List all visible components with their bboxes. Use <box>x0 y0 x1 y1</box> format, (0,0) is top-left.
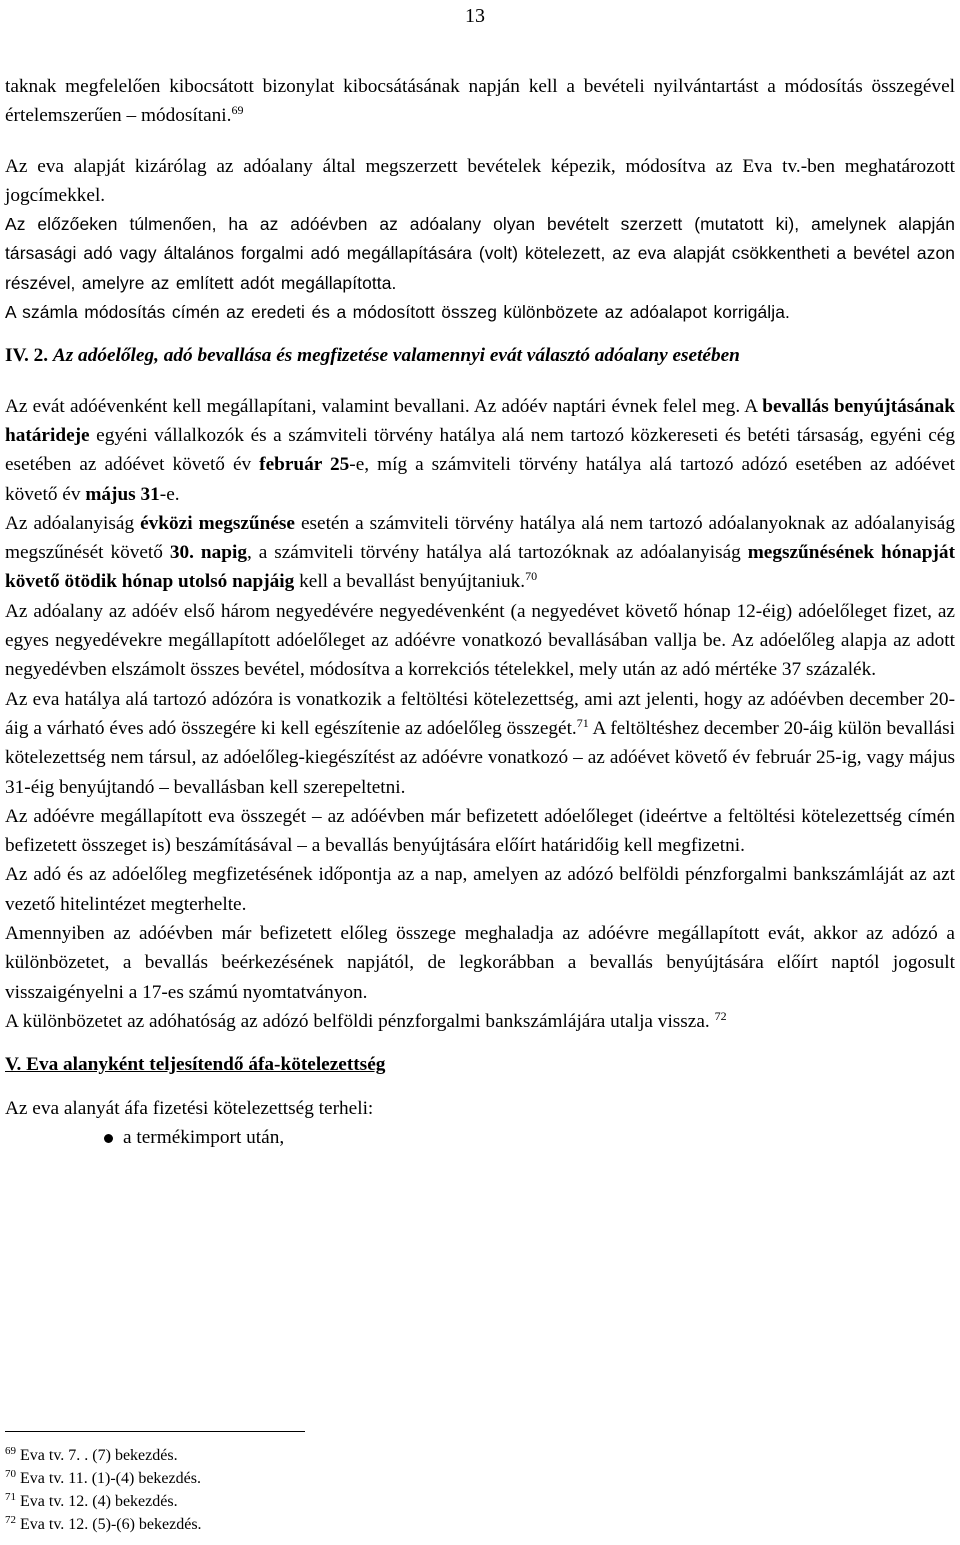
paragraph-termination: Az adóalanyiság évközi megszűnése esetén a számviteli törvény hatálya alá nem tartozó adóalanyoknak az adóalanyiság megszűnését követő 30. napig, a számviteli törvény hatálya alá tartozóknak az adóalanyiság megszűnésének hónapját követő ötödik hónap utolsó napjáig kell a bevallást benyújtaniuk.$^{70}$ <box>5 512 956 593</box>
paragraph-settle: Az adóévre megállapított eva összegét – az adóévben már befizetett adóelőleget (ideértve a feltöltési kötelezettség címén befizetett összeget is) beszámításával – a bevallás benyújtására előírt határidőig kell megfizetni. <box>5 805 955 857</box>
footnote-divider <box>5 1431 305 1432</box>
paragraph-text: taknak megfelelően kibocsátott bizonylat kibocsátásának napján kell a bevételi nyilvántartást a módosítás összegével értelemszerűen – módosítani. <box>5 76 955 127</box>
section-heading-iv2 <box>5 341 955 370</box>
paragraph-annual: Az evát adóévenként kell megállapítani, valamint bevallani. Az adóév naptári évnek felel meg. A bevallás benyújtásának határideje egyéni vállalkozók és a számviteli törvény hatálya alá nem tartozó közkereseti és betéti társaság, egyéni cég esetében az adóévet követő év február 25-e, míg a számviteli törvény hatálya alá tartozó adózó esetében az adóévet követő év május 31-e. <box>5 395 955 505</box>
list-item <box>5 1123 955 1152</box>
footnote-ref: 70 <box>525 569 538 584</box>
footnote: $^{70}$ Eva tv. 11. (1)-(4) bekezdés. <box>5 1468 201 1487</box>
footnote-ref: 72 <box>714 1008 727 1023</box>
paragraph-invoice: A számla módosítás címén az eredeti és a módosított összeg különbözete az adóalapot korrigálja. <box>5 302 790 323</box>
paragraph-refund: Amennyiben az adóévben már befizetett előleg összege meghaladja az adóévre megállapított evát, akkor az adózó a különbözetet, a bevallás beérkezésének napjától, de legkorábban a bevallás benyújtására előírt naptól jogosult visszaigényelni a 17-es számú nyomtatványon. <box>5 923 955 1003</box>
paragraph-payment-date: Az adó és az adóelőleg megfizetésének időpontja az a nap, amelyen az adózó belföldi pénzforgalmi bankszámláját az azt vezető hitelintézet megterhelte. <box>5 864 955 915</box>
page-body <box>5 72 955 1152</box>
footnote: $^{72}$ Eva tv. 12. (5)-(6) bekezdés. <box>5 1514 202 1533</box>
footnote-ref: 71 <box>576 715 589 730</box>
footnote: $^{69}$ Eva tv. 7. . (7) bekezdés. <box>5 1445 178 1464</box>
section-heading-v: V. Eva alanyként teljesítendő áfa-kötelezettség <box>5 1054 386 1076</box>
footnotes <box>5 1444 605 1536</box>
footnote: $^{71}$ Eva tv. 12. (4) bekezdés. <box>5 1491 178 1510</box>
paragraph-topup: Az eva hatálya alá tartozó adózóra is vonatkozik a feltöltési kötelezettség, ami azt jelenti, hogy az adóévben december 20-áig a várható éves adó összegére ki kell egészítenie az adóelőleg összegét.$^{71}$ A feltöltéshez december 20-áig külön bevallási kötelezettség nem társul, az adóelőleg-kiegészítést az adóévre vonatkozó – az adóévet követő év február 25-ig, vagy május 31-éig benyújtandó – bevallásban kell szerepeltetni. <box>5 688 955 798</box>
list-item-text: a termékimport után, <box>123 1126 285 1148</box>
heading-number: IV. 2. <box>5 345 49 367</box>
page-number: 13 <box>465 5 485 27</box>
paragraph-vat-intro: Az eva alanyát áfa fizetési kötelezettség terheli: <box>5 1097 374 1119</box>
heading-title: Az adóelőleg, adó bevallása és megfizetése valamennyi evát választó adóalany esetében <box>52 345 740 367</box>
paragraph-continuation <box>5 72 955 131</box>
bullet-icon <box>104 1134 113 1143</box>
paragraph-quarterly: Az adóalany az adóév első három negyedévére negyedévenként (a negyedévet követő hónap 12-éig) adóelőleget fizet, az egyes negyedévekre megállapított adóelőleget az adóévre vonatkozó bevallásában vallja be. Az adóelőleg alapja az adott negyedévben elszámolt összes bevétel, módosítva a korrekciós tételekkel, mely után az adó mértéke 37 százalék. <box>5 600 955 681</box>
paragraph-transfer: A különbözetet az adóhatóság az adózó belföldi pénzforgalmi bankszámlájára utalja vissza. $^{72}$ <box>5 1008 727 1032</box>
footnote-ref: 69 <box>231 103 244 118</box>
paragraph-beyond: Az előzőeken túlmenően, ha az adóévben az adóalany olyan bevételt szerzett (mutatott ki), amelynek alapján társasági adó vagy általános forgalmi adó megállapítására (volt) kötelezett, az eva alapját csökkentheti a bevétel azon részével, amelyre az említett adót megállapította. <box>5 214 955 293</box>
paragraph-eva-basis: Az eva alapját kizárólag az adóalany által megszerzett bevételek képezik, módosítva az Eva tv.-ben meghatározott jogcímekkel. <box>5 155 955 206</box>
